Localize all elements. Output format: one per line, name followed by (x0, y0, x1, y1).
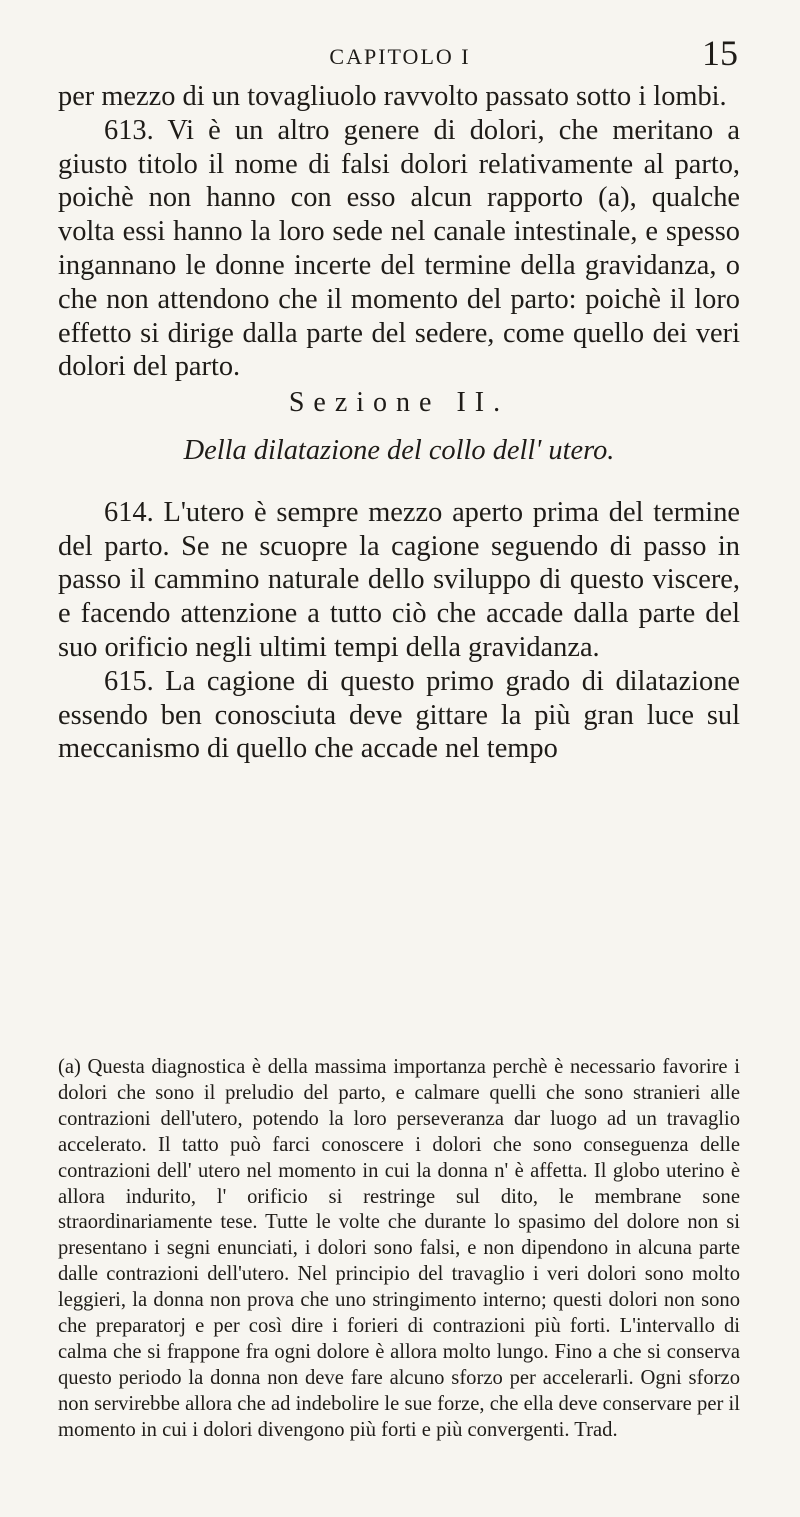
paragraph-continued: per mezzo di un tovagliuolo ravvolto passato sotto i lombi. (58, 81, 727, 112)
section-title: Della dilatazione del collo dell' utero. (183, 434, 615, 466)
page-number: 15 (702, 33, 738, 73)
paragraph-615: 615. La cagione di questo primo grado di dilatazione essendo ben conosciuta deve gittare la più gran luce sul meccanismo di quello che accade nel tempo (58, 665, 740, 765)
footnote-text: (a) Questa diagnostica è della massima importanza perchè è necessario favorire i dolori che sono il preludio del parto, e calmare quelli che sono stranieri alle contrazioni dell'utero, potendo la loro perseveranza dar luogo ad un travaglio accelerato. Il tatto può farci conoscere i dolori che sono conseguenza delle contrazioni dell' utero nel momento in cui la donna n' è affetta. Il globo uterino è allora indurito, l' orificio si restringe sul dito, le membrane sone straordinariamente tese. Tutte le volte che durante lo spasimo del dolore non si presentano i segni enunciati, i dolori sono falsi, e non dipendono in alcuna parte dalle contrazioni dell'utero. Nel principio del travaglio i veri dolori sono molto leggieri, la donna non prova che uno stringimento interno; questi dolori non sono che preparatorj e per così dire i forieri di contrazioni più forti. L'intervallo di calma che si frappone fra ogni dolore è allora molto lungo. Fino a che si conserva questo periodo la donna non deve fare alcuno sforzo per accelerarli. Ogni sforzo non servirebbe allora che ad indebolire le sue forze, che ella deve conservare per il momento in cui i dolori divengono più forti e più convergenti. Trad. (58, 1056, 740, 1441)
footnote (58, 1055, 740, 1444)
main-text (58, 80, 740, 766)
section-heading: Sezione II. (288, 387, 510, 419)
paragraph-613: 613. Vi è un altro genere di dolori, che meritano a giusto titolo il nome di falsi dolori relativamente al parto, poichè non hanno con esso alcun rapporto (a), qualche volta essi hanno la loro sede nel canale intestinale, e spesso ingannano le donne incerte del termine della gravidanza, o che non attendono che il momento del parto: poichè il loro effetto si dirige dalla parte del sedere, come quello dei veri dolori del parto. (58, 114, 740, 383)
paragraph-614: 614. L'utero è sempre mezzo aperto prima del termine del parto. Se ne scuopre la cagione seguendo di passo in passo il cammino naturale dello sviluppo di questo viscere, e facendo attenzione a tutto ciò che accade dalla parte del suo orificio negli ultimi tempi della gravidanza. (58, 496, 740, 663)
running-head (60, 22, 740, 72)
running-title: CAPITOLO I (329, 44, 471, 69)
